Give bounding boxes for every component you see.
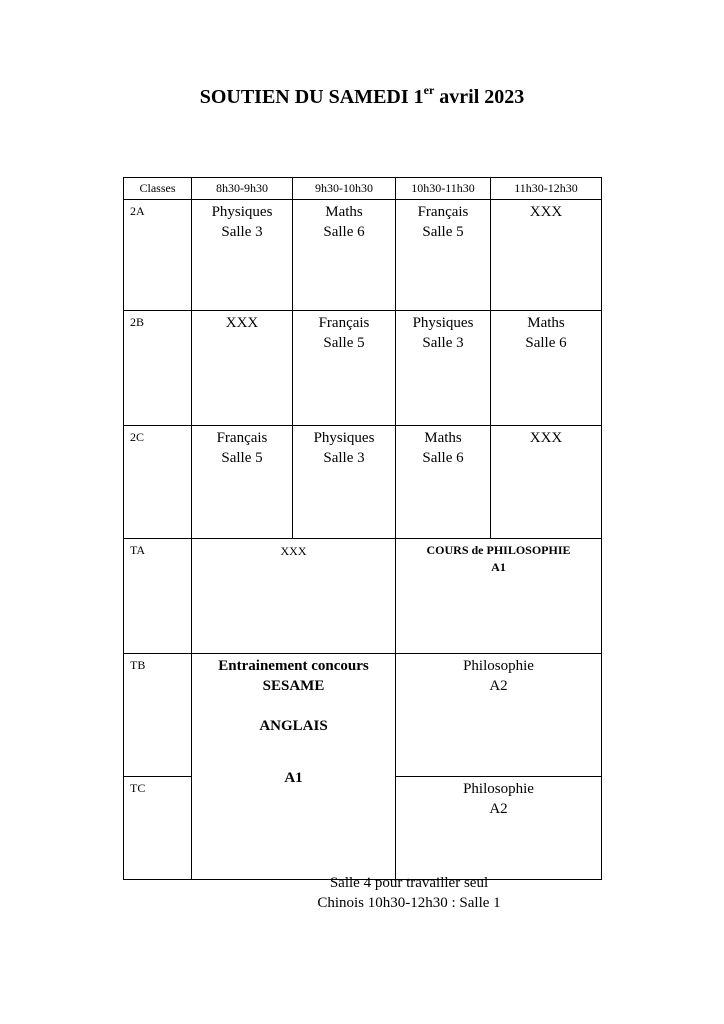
cell: Philosophie A2 [396, 777, 602, 880]
footer-line: Salle 4 pour travailler seul [329, 875, 489, 891]
cell: Maths Salle 6 [396, 426, 491, 539]
cell: XXX [192, 311, 293, 426]
cell: Physiques Salle 3 [293, 426, 396, 539]
class-label: 2C [124, 426, 192, 539]
header-row [124, 178, 602, 200]
cell: COURS de PHILOSOPHIE A1 [396, 539, 602, 654]
header-slot-1: 8h30-9h30 [192, 178, 293, 200]
header-slot-2: 9h30-10h30 [293, 178, 396, 200]
footer-line: Chinois 10h30-12h30 : Salle 1 [317, 895, 501, 911]
header-slot-4: 11h30-12h30 [491, 178, 602, 200]
class-label: TC [124, 777, 192, 880]
table-row [124, 426, 602, 539]
cell: XXX [192, 539, 396, 654]
class-label: 2B [124, 311, 192, 426]
page-title: SOUTIEN DU SAMEDI 1er avril 2023 [199, 83, 525, 108]
footer-notes [0, 873, 724, 913]
table-row [124, 311, 602, 426]
merged-cell: Entrainement concours SESAME ANGLAIS A1 [192, 654, 396, 880]
cell: Maths Salle 6 [491, 311, 602, 426]
table-row [124, 654, 602, 777]
cell: Français Salle 5 [396, 200, 491, 311]
table-row [124, 539, 602, 654]
cell: Philosophie A2 [396, 654, 602, 777]
title-superscript: er [423, 83, 435, 97]
table-row [124, 200, 602, 311]
header-slot-3: 10h30-11h30 [396, 178, 491, 200]
class-label: TB [124, 654, 192, 777]
class-label: 2A [124, 200, 192, 311]
cell: XXX [491, 426, 602, 539]
schedule-table [123, 177, 602, 880]
cell: Français Salle 5 [192, 426, 293, 539]
cell: Maths Salle 6 [293, 200, 396, 311]
cell: Français Salle 5 [293, 311, 396, 426]
cell: Physiques Salle 3 [192, 200, 293, 311]
header-classes: Classes [124, 178, 192, 200]
class-label: TA [124, 539, 192, 654]
cell: Physiques Salle 3 [396, 311, 491, 426]
cell: XXX [491, 200, 602, 311]
